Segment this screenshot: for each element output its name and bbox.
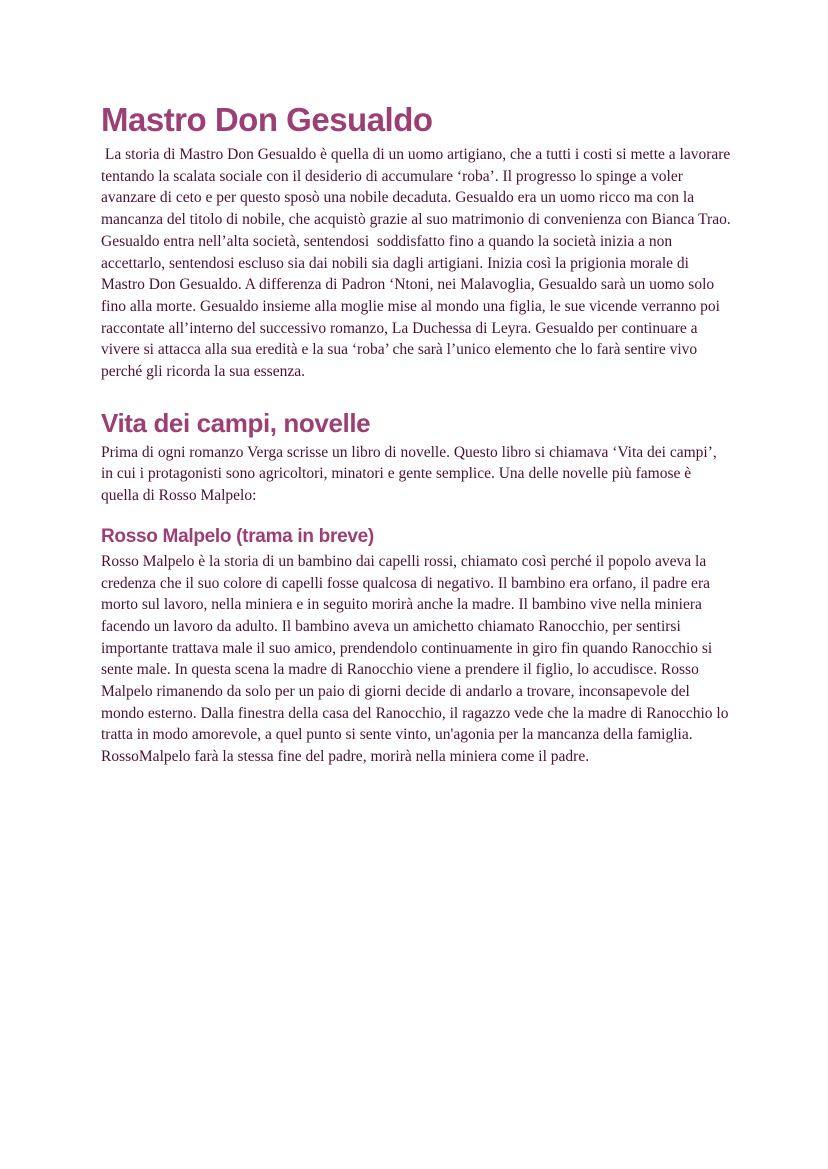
section-title-vita-dei-campi: Vita dei campi, novelle [101, 407, 371, 438]
gesualdo-paragraph: La storia di Mastro Don Gesualdo è quella di un uomo artigiano, che a tutti i costi si mette a lavorare tentando la scalata sociale con il desiderio di accumulare ‘roba’. Il progresso lo spinge a voler avanzare di ceto e per questo sposò una nobile decaduta. Gesualdo era un uomo ricco ma con la mancanza del titolo di nobile, che acquistò grazie al suo matrimonio di convenienza con Bianca Trao. Gesualdo entra nell’alta società, sentendosi soddisfatto fino a quando la società inizia a non accettarlo, sentendosi escluso sia dai nobili sia dagli artigiani. Inizia così la prigionia morale di Mastro Don Gesualdo. A differenza di Padron ‘Ntoni, nei Malavoglia, Gesualdo sarà un uomo solo fino alla morte. Gesualdo insieme alla moglie mise al mondo una figlia, le sue vicende verranno poi raccontate all’interno del successivo romanzo, La Duchessa di Leyra. Gesualdo per continuare a vivere si attacca alla sua eredità e la sua ‘roba’ che sarà l’unico elemento che lo farà sentire vivo perché gli ricorda la sua essenza. [101, 146, 735, 381]
document-page [101, 100, 735, 768]
rosso-malpelo-paragraph: Rosso Malpelo è la storia di un bambino dai capelli rossi, chiamato così perché il popolo aveva la credenza che il suo colore di capelli fosse qualcosa di negativo. Il bambino era orfano, il padre era morto sul lavoro, nella miniera e in seguito morirà anche la madre. Il bambino vive nella miniera facendo un lavoro da adulto. Il bambino aveva un amichetto chiamato Ranocchio, per sentirsi importante trattava male il suo amico, prendendolo continuamente in giro fin quando Ranocchio si sente male. In questa scena la madre di Ranocchio viene a prendere il figlio, lo accudisce. Rosso Malpelo rimanendo da solo per un paio di giorni decide di andarlo a trovare, inconsapevole del mondo esterno. Dalla finestra della casa del Ranocchio, il ragazzo vede che la madre di Ranocchio lo tratta in modo amorevole, a quel punto si sente vinto, un'agonia per la mancanza della famiglia. RossoMalpelo farà la stessa fine del padre, morirà nella miniera come il padre. [101, 552, 733, 766]
subsection-title-rosso-malpelo: Rosso Malpelo (trama in breve) [101, 525, 374, 547]
page-title: Mastro Don Gesualdo [101, 101, 433, 138]
vita-dei-campi-paragraph: Prima di ogni romanzo Verga scrisse un libro di novelle. Questo libro si chiamava ‘Vita dei campi’, in cui i protagonisti sono agricoltori, minatori e gente semplice. Una delle novelle più famose è quella di Rosso Malpelo: [101, 443, 721, 505]
